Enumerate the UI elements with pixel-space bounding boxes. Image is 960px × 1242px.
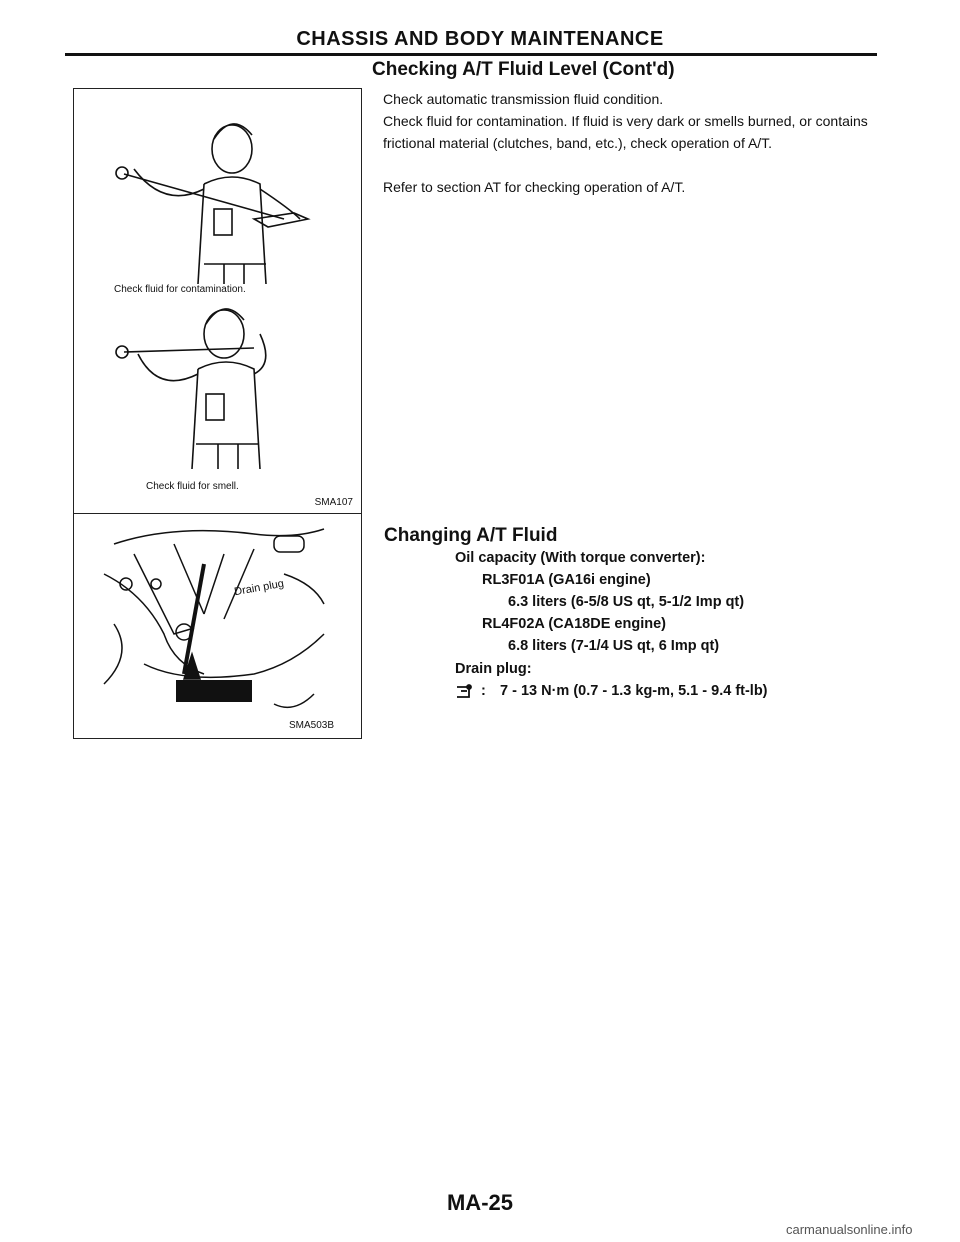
mechanic-contamination-illustration [74, 89, 361, 289]
figure-code-sma107: SMA107 [314, 497, 353, 508]
oil-capacity-label: Oil capacity (With torque converter): [455, 550, 706, 566]
paragraph-refer: Refer to section AT for checking operation of A/T. [383, 179, 686, 195]
model-rl4f02a: RL4F02A (CA18DE engine) [482, 616, 666, 632]
section-title-changing: Changing A/T Fluid [384, 525, 558, 546]
figure-caption-smell: Check fluid for smell. [146, 481, 239, 492]
drain-plug-spec-label: Drain plug: [455, 661, 532, 677]
torque-wrench-icon [455, 684, 473, 700]
mechanic-smell-illustration [74, 304, 361, 474]
paragraph-condition: Check automatic transmission fluid condition. [383, 91, 664, 107]
page-header: CHASSIS AND BODY MAINTENANCE [296, 28, 664, 50]
drain-plug-torque: 7 - 13 N·m (0.7 - 1.3 kg-m, 5.1 - 9.4 ft-lb) [500, 683, 768, 699]
torque-separator: : [481, 683, 486, 699]
capacity-rl4f02a: 6.8 liters (7-1/4 US qt, 6 Imp qt) [508, 638, 720, 654]
figure-code-sma503b: SMA503B [289, 720, 335, 731]
figure-check-fluid [73, 88, 362, 514]
section-title-checking: Checking A/T Fluid Level (Cont'd) [372, 59, 675, 80]
figure-caption-contamination: Check fluid for contamination. [114, 284, 246, 295]
paragraph-contamination: Check fluid for contamination. If fluid is very dark or smells burned, or contains frictional material (clutches, band, etc.), check operation of A/T. [383, 113, 868, 151]
drain-plug-label: Drain plug [233, 577, 285, 599]
transmission-drain-illustration [74, 514, 361, 738]
model-rl3f01a: RL3F01A (GA16i engine) [482, 572, 651, 588]
figure-drain-plug [73, 513, 362, 739]
header-rule [65, 53, 877, 56]
watermark: carmanualsonline.info [786, 1222, 913, 1237]
page-number: MA-25 [446, 1190, 513, 1215]
capacity-rl3f01a: 6.3 liters (6-5/8 US qt, 5-1/2 Imp qt) [508, 594, 745, 610]
